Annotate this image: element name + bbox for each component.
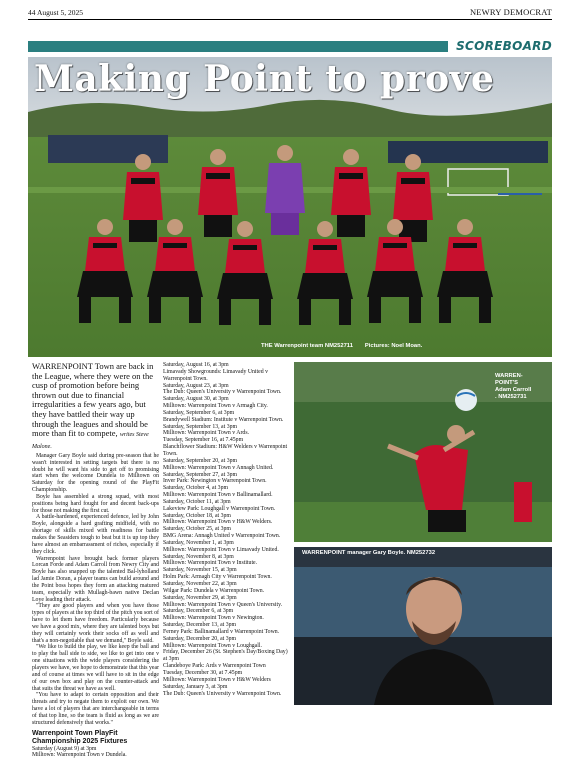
header-rule	[28, 19, 552, 20]
fixture-line: Saturday, October 11, at 3pm	[163, 498, 231, 505]
fixture-line: Blanchflower Stadium: H&W Welders v Warrenpoint Town.	[163, 444, 288, 457]
fixture-line: Tuesday, December 30, at 7.45pm	[163, 669, 243, 676]
fixture-line: Milltown: Warrenpoint Town v H&W Welders	[163, 676, 271, 683]
article-paragraph: Manager Gary Boyle said during pre-season that he wasn't interested in setting targets but there is no doubt he will want his side to get off to promising start when the welcome Dundela to Milltown on Saturday for the opening round of the PlayFit Championship.	[32, 452, 159, 494]
byline: writes Steve Malone.	[32, 432, 149, 450]
fixture-line: Milltown: Warrenpoint Town v Institute.	[163, 560, 258, 567]
fixture-line: Brandywell Stadium: Institute v Warrenpoint Town.	[163, 416, 284, 423]
fixture-line: Milltown: Warrenpoint Town v Annagh United.	[163, 464, 274, 471]
player-caption-line: Adam Carroll	[495, 387, 532, 393]
fixture-line: Saturday, August 30, at 3pm	[163, 396, 229, 403]
fixture-line: The Dub: Queen's University v Warrenpoint Town.	[163, 690, 282, 697]
section-bar	[28, 41, 448, 52]
fixture-line: Saturday, October 25, at 3pm	[163, 526, 231, 533]
fixture-line: Milltown: Warrenpoint Town v Loughgall.	[163, 642, 262, 649]
fixture-line: Saturday, August 16, at 3pm	[163, 362, 229, 368]
fixture-line: Tuesday, September 16, at 7.45pm	[163, 437, 244, 444]
fixture-line: Milltown: Warrenpoint Town v Queen's University.	[163, 601, 283, 608]
fixture-line: Milltown: Warrenpoint Town v Limavady United.	[163, 546, 279, 553]
page-header	[28, 6, 552, 18]
fixture-line: Inver Park: Newington v Warrenpoint Town.	[163, 478, 267, 485]
fixture-line: BMG Arena: Annagh United v Warrenpoint Town.	[163, 533, 281, 540]
fixture-line: Holm Park: Armagh City v Warrenpoint Town.	[163, 574, 272, 581]
fixture-line: Saturday, November 1, at 3pm	[163, 539, 234, 546]
article-paragraph: "We like to build the play, we like keep the ball and to play the ball side to side, we like to get into one v one situations with the wide players considering the players we have, we hope to demonstrate that this year and of course at times we will have to sit in the edge of our own box and play on the counter-attack and that suits the threat we have as well.	[32, 644, 159, 692]
fixture-line: Friday, December 26 (St. Stephen's Day/Boxing Day) at 3pm	[163, 649, 288, 663]
article-lead	[32, 362, 159, 452]
fixture-line: Milltown: Warrenpoint Town v Ards.	[163, 430, 250, 437]
player-caption-line: POINT'S	[495, 380, 518, 386]
team-photo-caption	[261, 343, 422, 349]
team-photo-caption-text: THE Warrenpoint team NM252711	[261, 343, 353, 349]
fixture-line: Clandeboye Park: Ards v Warrenpoint Town	[163, 663, 266, 670]
fixture-line: Saturday, September 13, at 3pm	[163, 423, 238, 430]
player-photo-caption	[495, 373, 550, 401]
fixture-line: Saturday, October 4, at 3pm	[163, 485, 228, 492]
fixture-line: Saturday, September 20, at 3pm	[163, 457, 238, 464]
fixture-line: Saturday, November 8, at 3pm	[163, 553, 234, 560]
photo-credit: Pictures: Noel Moan.	[364, 343, 423, 349]
fixtures-heading: Warrenpoint Town PlayFit Championship 2025 Fixtures	[32, 729, 128, 745]
fixture-line: Saturday, December 13, at 3pm	[163, 622, 237, 629]
headline: Making Point to prove	[34, 58, 495, 100]
manager-photo	[294, 547, 552, 705]
article-column-1	[32, 362, 159, 759]
article-paragraph: "They are good players and when you have those types of players at the top third of the pitch you sort of have to let them have freedom. Particularly because we have a good mix, where they are talented boys but they will certainly work their socks off as well and that's a non-negotiable that we demand," Boyle said.	[32, 603, 159, 644]
fixture-line: Saturday, August 23, at 3pm	[163, 382, 229, 389]
article-paragraph: Warrenpoint have brought back former players Lorcan Forde and Adam Carroll from Newry City and Boyle has also snapped up the talented Bal-lyholland lad Jamie Doran, a player teams can build around and the Point boss hopes they form an attacking matured team, especially with Mullagh-bawn native Declan Loye leading their attack.	[32, 555, 159, 603]
fixture-line: Saturday, November 29, at 3pm	[163, 594, 237, 601]
fixture-line: The Dub: Queen's University v Warrenpoint Town.	[163, 389, 282, 396]
fixture-line: Saturday, November 15, at 3pm	[163, 567, 237, 574]
fixture-line: Saturday, December 6, at 3pm	[163, 608, 234, 615]
fixture-line: Milltown: Warrenpoint Town v Ballinamallard.	[163, 492, 273, 499]
fixture-line: Limavady Showgrounds: Limavady United v Warrenpoint Town.	[163, 368, 268, 382]
fixture-line: Milltown: Warrenpoint Town v Dundela.	[32, 752, 127, 759]
fixture-line: Saturday, January 3, at 3pm	[163, 683, 228, 690]
fixture-line: Saturday, December 20, at 3pm	[163, 635, 237, 642]
article-paragraph: Boyle has assembled a strong squad, with most positions being hard fought for and decent back-ups for those not making the first cut.	[32, 493, 159, 514]
fixture-line: Saturday, November 22, at 3pm	[163, 581, 237, 587]
article-paragraph: A battle-hardened, experienced defence, led by John Boyle, alongside a hard grafting midfield, with no shortage of skills mixed with readiness for battle makes the Seasiders tough to beat but it is up top they have almost an embarrassment of riches, especially if they click.	[32, 514, 159, 555]
team-photo-illustration	[28, 57, 552, 357]
newspaper-name: NEWRY DEMOCRAT	[469, 7, 552, 17]
team-photo	[28, 57, 552, 357]
player-caption-line: WARREN-	[495, 373, 523, 379]
fixture-line: Ferney Park: Ballinamallard v Warrenpoint Town.	[163, 628, 280, 635]
fixture-line: Lakeview Park: Loughgall v Warrenpoint Town.	[163, 505, 276, 512]
page-date: 44 August 5, 2025	[28, 8, 84, 17]
article-paragraph: "You have to adapt to certain opposition and their threats and try to negate them to exploit our own. We have a lot of players that are interchangeable in terms of that top line, so the team is fluid as long as we are structured defensively that works."	[32, 692, 159, 726]
manager-illustration	[294, 547, 552, 705]
lead-text: WARRENPOINT Town are back in the League, where they were on the cusp of promotion before being thrown out due to financial irregularities a few years ago, but they have battled their way up through the leagues and should be more than fit to compete,	[32, 361, 154, 439]
fixture-line: Wilgar Park: Dundela v Warrenpoint Town.	[163, 587, 265, 594]
fixture-line: Saturday, October 18, at 3pm	[163, 512, 231, 519]
player-caption-line: . NM252731	[495, 394, 527, 400]
fixture-line: Saturday, September 27, at 3pm	[163, 471, 238, 478]
fixture-line: Saturday (August 9) at 3pm	[32, 745, 97, 752]
fixture-line: Milltown: Warrenpoint Town v H&W Welders.	[163, 519, 273, 526]
fixture-line: Milltown: Warrenpoint Town v Armagh City.	[163, 403, 268, 410]
section-title: SCOREBOARD	[456, 39, 552, 53]
fixtures-column	[163, 362, 289, 697]
fixture-line: Saturday, September 6, at 3pm	[163, 409, 235, 416]
fixture-line: Milltown: Warrenpoint Town v Newington.	[163, 615, 264, 622]
manager-photo-caption: WARRENPOINT manager Gary Boyle. NM252732	[302, 550, 436, 556]
